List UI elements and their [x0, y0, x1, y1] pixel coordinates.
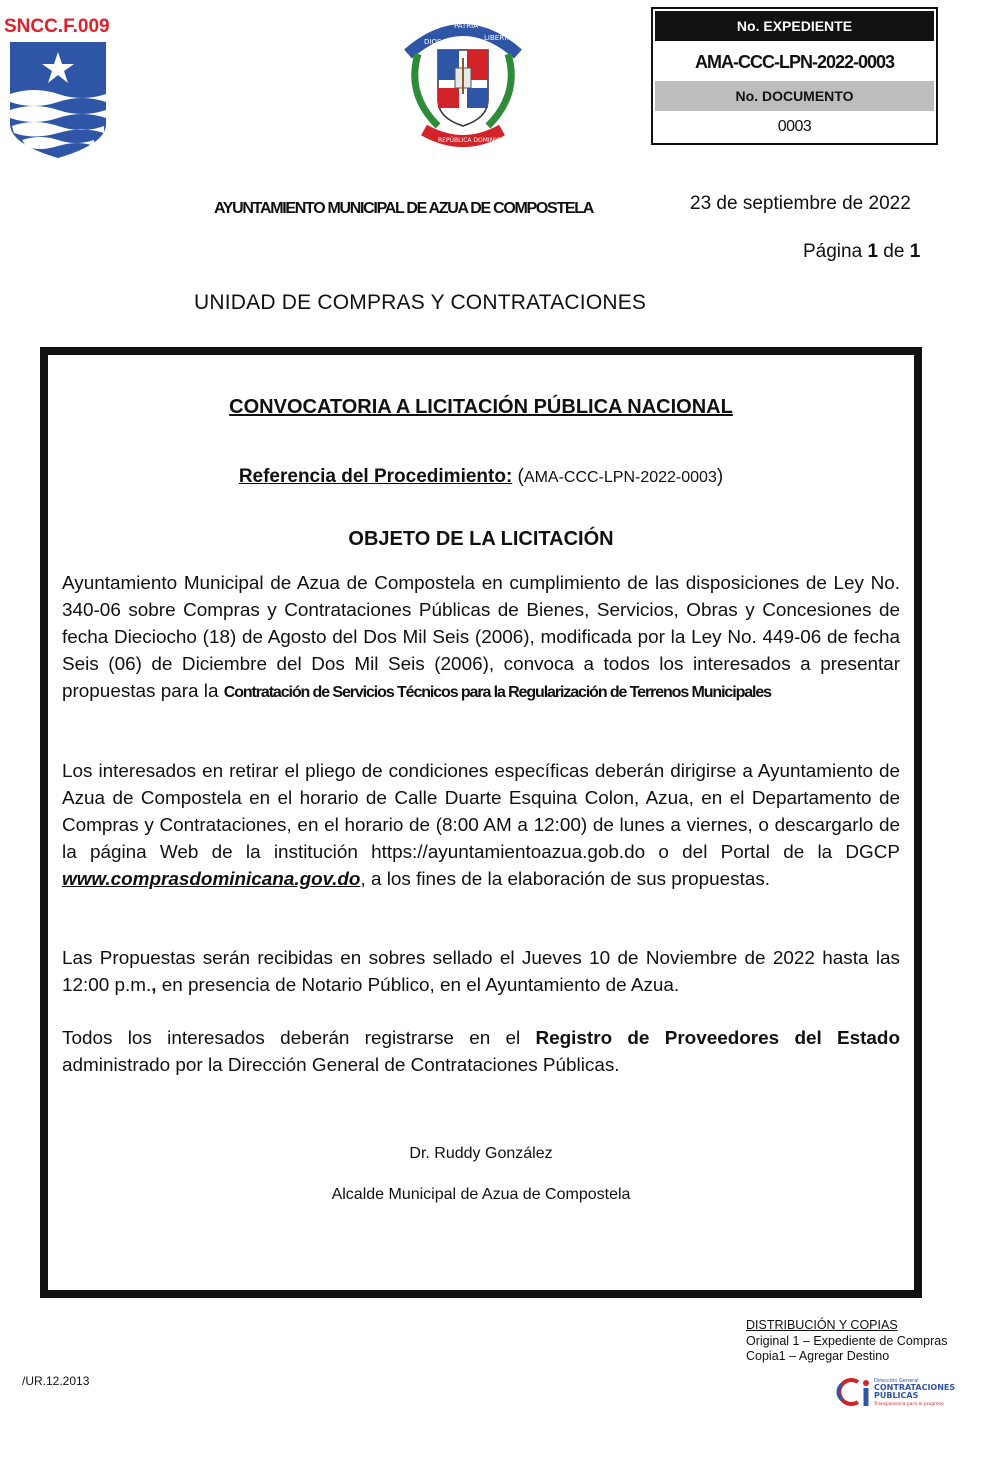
coat-motto-right: LIBERTAD	[484, 34, 518, 42]
unit-name: UNIDAD DE COMPRAS Y CONTRATACIONES	[194, 291, 647, 314]
notice-frame	[40, 347, 922, 1298]
dgcp-line-2: CONTRATACIONES	[874, 1383, 956, 1392]
institution-emblem	[8, 42, 108, 163]
documento-value: 0003	[777, 118, 812, 135]
distribution-block	[746, 1318, 948, 1365]
procedure-reference: Referencia del Procedimiento: (AMA-CCC-LPN-2022-0003)	[238, 466, 724, 487]
dgcp-portal-link[interactable]: www.comprasdominicana.gov.do	[62, 869, 361, 890]
coat-of-arms	[398, 14, 528, 155]
page-number: Página 1 de 1	[803, 241, 921, 262]
signer-name: Dr. Ruddy González	[409, 1145, 553, 1162]
paragraph-pliego: Los interesados en retirar el pliego de condiciones específicas deberán dirigirse a Ayuntamiento de Azua de Compostela en el horario de Calle Duarte Esquina Colon, Azua, en el Departamento de Compras y Contrataciones, en el horario de (8:00 AM a 12:00) de lunes a viernes, o descargarlo de la página Web de la institución https://ayuntamientoazua.gob.do o del Portal de la DGCP www.comprasdominicana.gov.do, a los fines de la elaboración de sus propuestas.	[62, 761, 900, 890]
form-code: SNCC.F.009	[4, 16, 110, 37]
dgcp-line-3: PÚBLICAS	[874, 1391, 919, 1400]
paragraph-registration: Todos los interesados deberán registrarse en el Registro de Proveedores del Estado administrado por la Dirección General de Contrataciones Públicas.	[62, 1028, 901, 1076]
distribution-heading: DISTRIBUCIÓN Y COPIAS	[746, 1318, 898, 1332]
coat-banner-text: REPÚBLICA DOMINICANA	[438, 137, 513, 144]
paragraph-convocation: Ayuntamiento Municipal de Azua de Compostela en cumplimiento de las disposiciones de Ley No. 340-06 sobre Compras y Contrataciones Públicas de Bienes, Servicios, Obras y Concesiones de fecha Dieciocho (18) de Agosto del Dos Mil Seis (2006), modificada por la Ley No. 449-06 de fecha Seis (06) de Diciembre del Dos Mil Seis (2006), convoca a todos los interesados a presentar propuestas para la Contratación de Servicios Técnicos para la Regularización de Terrenos Municipales	[62, 573, 900, 702]
expediente-box	[651, 7, 938, 145]
coat-motto-mid: PATRIA	[454, 22, 479, 30]
distribution-line: Copia1 – Agregar Destino	[746, 1349, 890, 1363]
dgcp-logo	[828, 1374, 956, 1415]
signer-title: Alcalde Municipal de Azua de Compostela	[331, 1186, 631, 1203]
organization-name: AYUNTAMIENTO MUNICIPAL DE AZUA DE COMPOSTELA	[214, 200, 593, 217]
revision-code: /UR.12.2013	[22, 1374, 90, 1388]
procedure-code: AMA-CCC-LPN-2022-0003	[523, 469, 717, 486]
dgcp-tagline: Transparencia para el progreso	[874, 1402, 944, 1407]
objeto-heading: OBJETO DE LA LICITACIÓN	[348, 528, 614, 550]
documento-label: No. DOCUMENTO	[655, 81, 934, 111]
coat-motto-left: DIOS	[424, 38, 442, 46]
tender-object: Contratación de Servicios Técnicos para la Regularización de Terrenos Municipales	[223, 684, 771, 701]
document-date: 23 de septiembre de 2022	[690, 193, 911, 214]
expediente-label: No. EXPEDIENTE	[655, 11, 934, 41]
distribution-line: Original 1 – Expediente de Compras	[746, 1333, 948, 1348]
notice-title: CONVOCATORIA A LICITACIÓN PÚBLICA NACIONAL	[229, 396, 733, 418]
paragraph-reception: Las Propuestas serán recibidas en sobres sellado el Jueves 10 de Noviembre de 2022 hasta las 12:00 p.m., en presencia de Notario Público, en el Ayuntamiento de Azua.	[62, 948, 900, 996]
dgcp-line-1: Dirección General	[874, 1378, 919, 1384]
expediente-value: AMA-CCC-LPN-2022-0003	[694, 52, 895, 72]
